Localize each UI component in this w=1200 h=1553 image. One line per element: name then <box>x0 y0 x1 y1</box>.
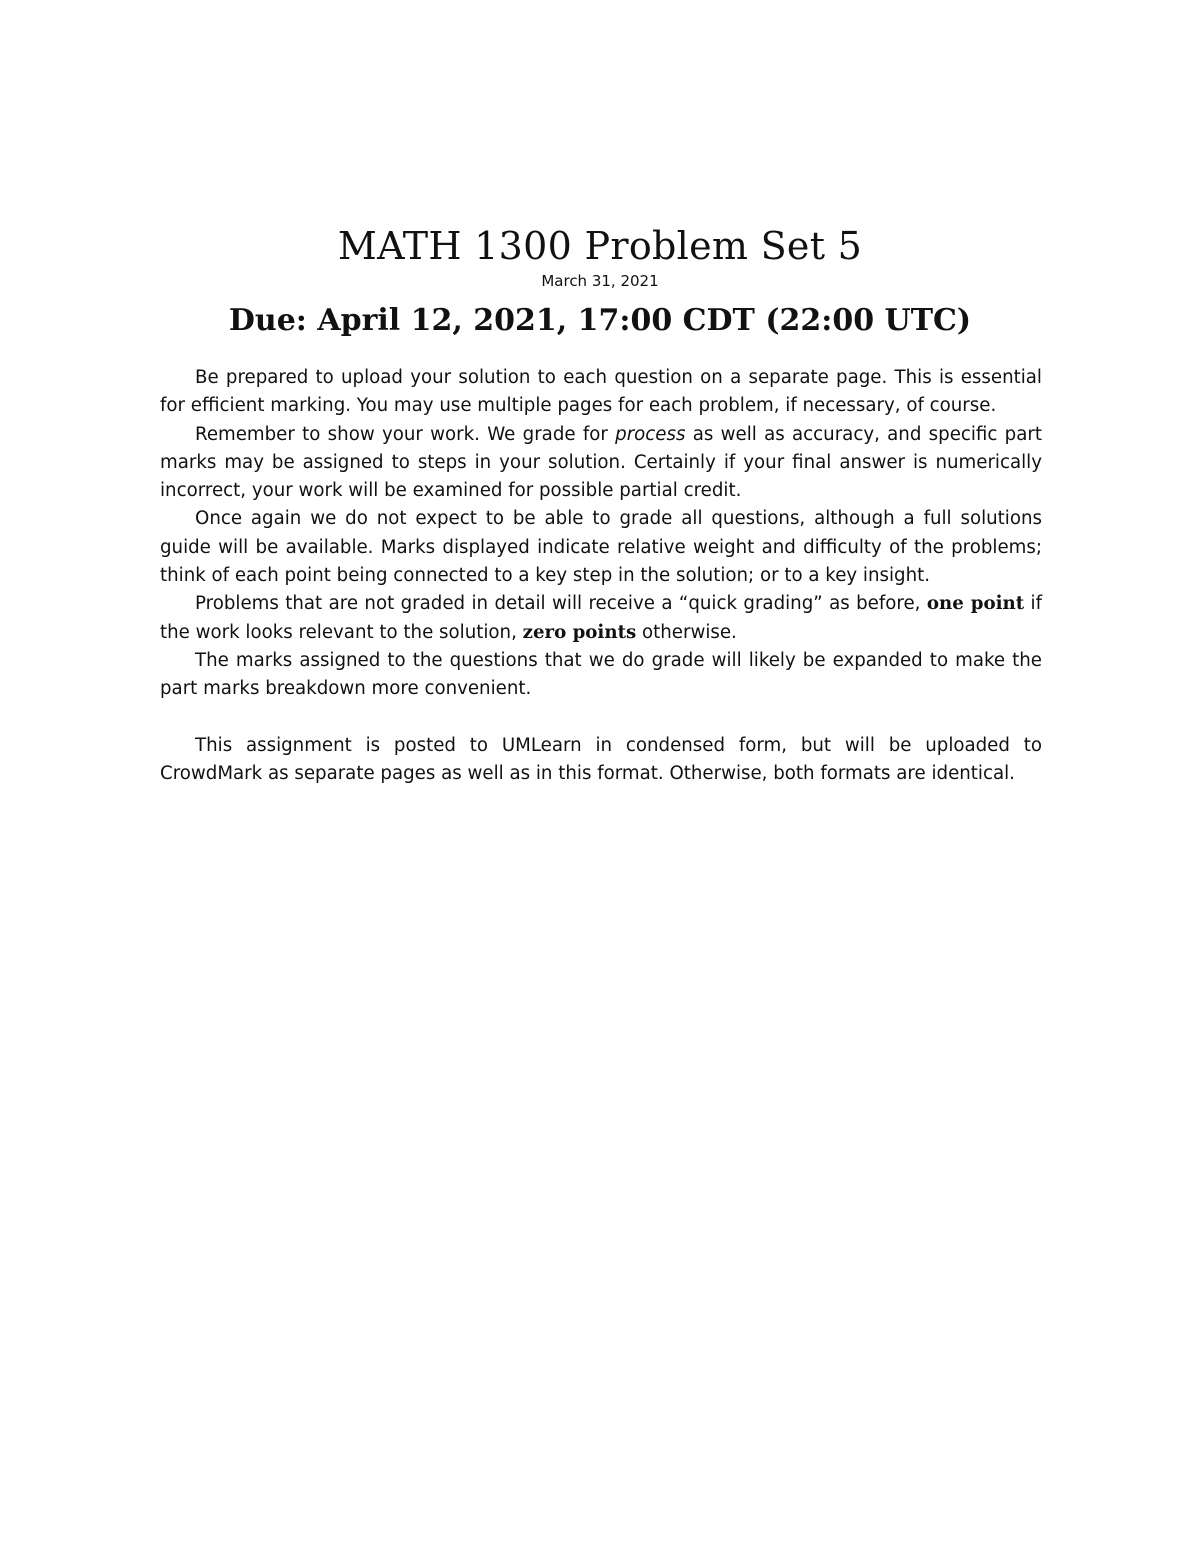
paragraph-formats: This assignment is posted to UMLearn in condensed form, but will be uploaded to CrowdMark as separate pages as well as in this format. Otherwise, both formats are identical. <box>160 734 1042 784</box>
paragraph-upload: Be prepared to upload your solution to each question on a separate page. This is essential for efficient marking. You may use multiple pages for each problem, if necessary, of course. <box>160 367 1042 417</box>
instructions-body <box>160 364 1042 788</box>
emphasis-process: process <box>615 423 686 445</box>
paragraph-grading-scope: Once again we do not expect to be able to grade all questions, although a full solutions guide will be available. Marks displayed indicate relative weight and difficulty of the problems; think of each point being connected to a key step in the solution; or to a key insight. <box>160 508 1042 587</box>
document-date: March 31, 2021 <box>541 272 659 290</box>
paragraph-marks-expanded: The marks assigned to the questions that we do grade will likely be expanded to make the part marks breakdown more convenient. <box>160 649 1042 700</box>
paragraph-quick-grading-text-2: if the work looks relevant to the solution, <box>160 593 1042 643</box>
paragraph-show-work <box>160 421 1042 506</box>
paragraph-quick-grading-text-3: otherwise. <box>636 621 737 643</box>
paragraph-show-work-text-2: as well as accuracy, and specific part marks may be assigned to steps in your solution. Certainly if your final answer is numerically incorrect, your work will be examined for possible partial credit. <box>160 423 1042 502</box>
paragraph-show-work-text-1: Remember to show your work. We grade for <box>195 423 616 445</box>
document-title: MATH 1300 Problem Set 5 <box>337 224 863 268</box>
due-date-heading: Due: April 12, 2021, 17:00 CDT (22:00 UTC) <box>228 303 972 338</box>
paragraph-quick-grading-text-1: Problems that are not graded in detail will receive a “quick grading” as before, <box>195 593 927 615</box>
bold-one-point: one point <box>926 593 1025 615</box>
paragraph-quick-grading <box>160 590 1042 647</box>
bold-zero-points: zero points <box>522 621 637 643</box>
